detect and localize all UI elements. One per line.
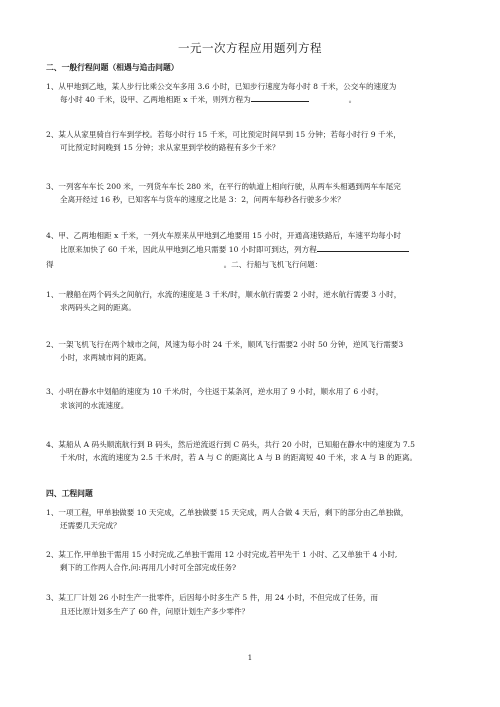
- question-travel-1: 1、从甲地到乙地，某人步行比乘公交车多用 3.6 小时，已知步行速度为每小时 8 千米，公交车的速度为 每小时 40 千米，设甲、乙两地相距 x 千米，则列方程为 。: [46, 82, 397, 104]
- question-travel-3: 3、一列客车车长 200 米，一列货车车长 280 米，在平行的轨道上相向行驶，从两车头相遇到两车车尾完 全离开经过 16 秒，已知客车与货车的速度之比是 3：2，问两车每秒各行驶多少米？: [46, 182, 401, 204]
- question-boat-1: 1、一艘船在两个码头之间航行，水流的速度是 3 千米/时，顺水航行需要 2 小时，逆水航行需要 3 小时， 求两码头之间的距离。: [46, 290, 402, 312]
- question-work-1: 1、一项工程，甲单独做要 10 天完成，乙单独做要 15 天完成，两人合做 4 天后，剩下的部分由乙单独做， 还需要几天完成？: [46, 508, 409, 530]
- question-travel-4: 4、甲、乙两地相距 x 千米，一列火车原来从甲地到乙地要用 15 小时，开通高速铁路后，车速平均每小时 比原来加快了 60 千米，因此从甲地到乙地只需要 10 小时即可到达，列方程 得 。二、行船与飞机飞行问题：: [46, 229, 458, 271]
- answer-blank[interactable]: [317, 243, 409, 252]
- section-heading-boat: 。二、行船与飞机飞行问题：: [223, 260, 323, 269]
- question-travel-2: 2、某人从家里骑自行车到学校。若每小时行 15 千米，可比预定时间早到 15 分钟；若每小时行 9 千米， 可比预定时间晚到 15 分钟；求从家里到学校的路程有多少千米？: [46, 130, 401, 152]
- answer-blank[interactable]: [251, 93, 309, 102]
- question-boat-2: 2、一架飞机飞行在两个城市之间，风速为每小时 24 千米，顺风飞行需要2 小时 50 分钟，逆风飞行需要3 小时，求两城市间的距离。: [46, 340, 404, 362]
- section-heading-work: 四、工程问题: [46, 489, 93, 498]
- question-work-2: 2、某工作,甲单独干需用 15 小时完成,乙单独干需用 12 小时完成,若甲先干 1 小时、乙又单独干 4 小时, 剩下的工作两人合作,问:再用几小时可全部完成任务?: [46, 550, 398, 572]
- section-heading-travel: 二、一般行程问题（相遇与追击问题）: [46, 63, 179, 72]
- question-boat-4: 4、某船从 A 码头顺流航行到 B 码头，然后逆流返行到 C 码头，共行 20 小时，已知船在静水中的速度为 7.5 千米/时，水流的速度为 2.5 千米/时，若 A 与 C 的距离比 A 与 B 的距离短 40 千米，求 A 与 B 的距离。: [46, 440, 418, 462]
- question-work-3: 3、某工厂计划 26 小时生产一批零件，后因每小时多生产 5 件，用 24 小时，不但完成了任务，而 且还比原计划多生产了 60 件，问原计划生产多少零件？: [46, 593, 379, 616]
- page-number: 1: [247, 654, 253, 662]
- question-boat-3: 3、小明在静水中划船的速度为 10 千米/时，今往返于某条河，逆水用了 9 小时，顺水用了 6 小时， 求该河的水流速度。: [46, 387, 384, 410]
- page-title: 一元一次方程应用题列方程: [178, 41, 322, 55]
